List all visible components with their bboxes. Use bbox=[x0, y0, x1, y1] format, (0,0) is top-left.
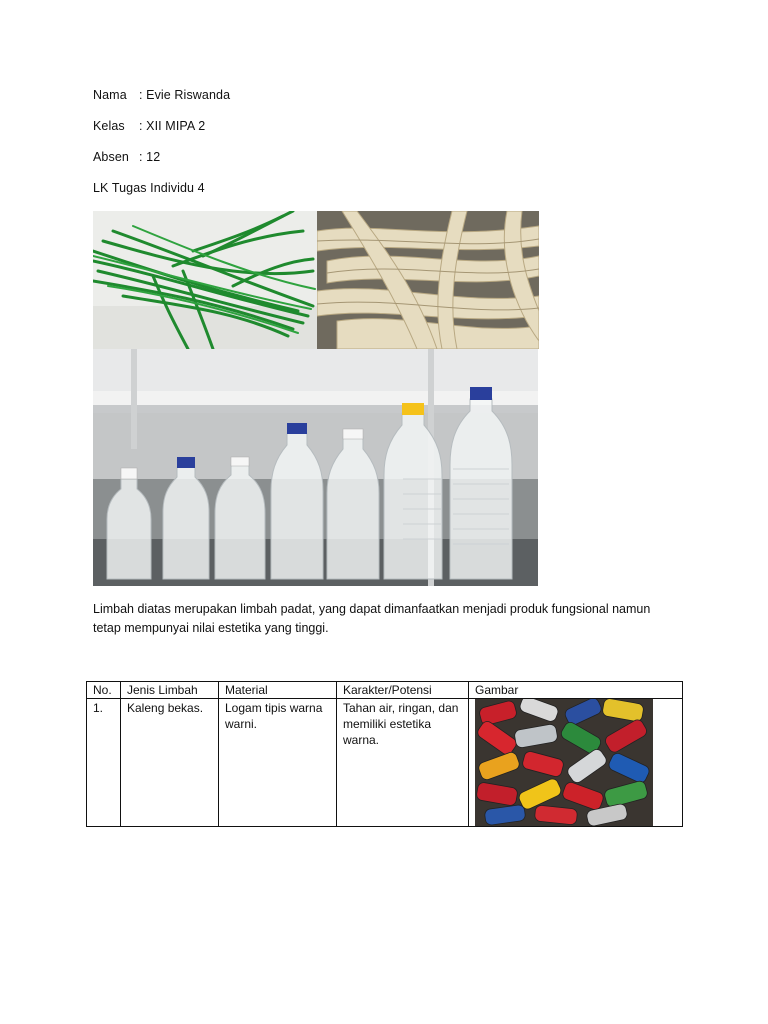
header-karakter: Karakter/Potensi bbox=[337, 682, 469, 699]
header-jenis-limbah: Jenis Limbah bbox=[121, 682, 219, 699]
description-paragraph: Limbah diatas merupakan limbah padat, yang dapat dimanfaatkan menjadi produk fungsional namun tetap mempunyai nilai estetika yang tinggi. bbox=[93, 602, 651, 635]
waste-table bbox=[86, 681, 683, 827]
table-row bbox=[87, 699, 683, 827]
cell-material: Logam tipis warna warni. bbox=[219, 699, 337, 827]
nama-value: : Evie Riswanda bbox=[139, 88, 231, 102]
cans-image bbox=[475, 699, 653, 826]
cell-gambar bbox=[469, 699, 683, 827]
header-material: Material bbox=[219, 682, 337, 699]
corn-husk-image bbox=[317, 211, 539, 349]
nama-label: Nama bbox=[93, 88, 127, 102]
table-header-row bbox=[87, 682, 683, 699]
absen-value: : 12 bbox=[139, 150, 161, 164]
absen-line bbox=[93, 150, 160, 164]
header-no: No. bbox=[87, 682, 121, 699]
absen-label: Absen bbox=[93, 150, 129, 164]
cell-jenis: Kaleng bekas. bbox=[121, 699, 219, 827]
cell-no: 1. bbox=[87, 699, 121, 827]
nama-line bbox=[93, 88, 230, 102]
cell-karakter: Tahan air, ringan, dan memiliki estetika warna. bbox=[337, 699, 469, 827]
plastic-bottles-image bbox=[93, 349, 538, 586]
kelas-line bbox=[93, 119, 205, 133]
assignment-title: LK Tugas Individu 4 bbox=[93, 181, 205, 195]
kelas-value: : XII MIPA 2 bbox=[139, 119, 206, 133]
header-gambar: Gambar bbox=[469, 682, 683, 699]
kelas-label: Kelas bbox=[93, 119, 125, 133]
green-strips-image bbox=[93, 211, 317, 349]
